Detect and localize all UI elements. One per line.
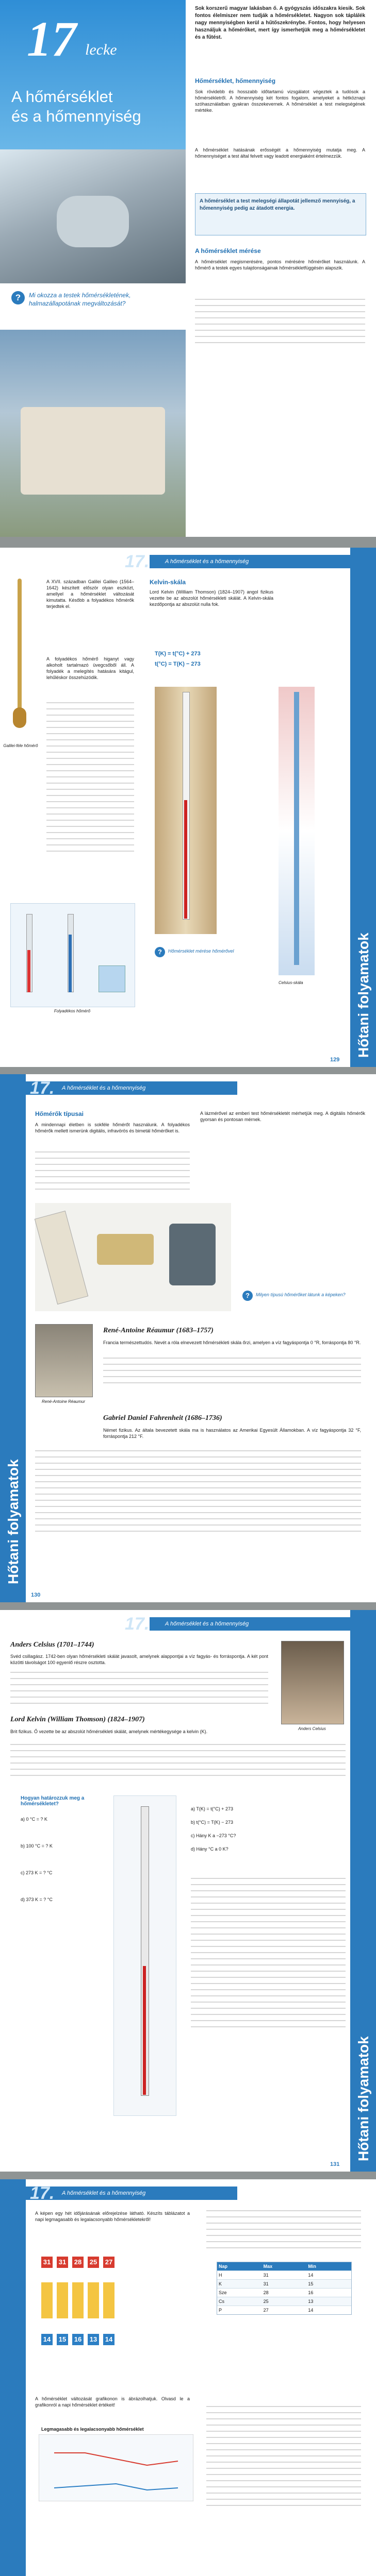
page3-text2: A lázmérővel az emberi test hőmérsékletét mérhetjük meg. A digitális hőmérők gyorsan és pontosan mérnek. — [200, 1111, 365, 1122]
quiz-thermometers — [113, 1795, 176, 2116]
reaumur-portrait — [35, 1324, 93, 1397]
page3-header-num: 17. — [30, 1078, 55, 1098]
kelvin-title: Kelvin-skála — [150, 579, 186, 586]
page3-lines — [35, 1151, 190, 1193]
formula-2: t(°C) = T(K) − 273 — [155, 661, 201, 667]
page5-task2: A hőmérséklet változását grafikonon is ábrázolhatjuk. Olvasd le a grafikonról a napi hőmérséklet értékeit! — [35, 2396, 190, 2408]
section1-text: Sok rövidebb és hosszabb időtartamú vizsgálatot végeztek a tudósok a hőmérsékletről. A hőmennyiség két fontos fogalom, amelyeket a hétköznapi szóhasználatban gyakran összekevernek. A hőmérséklet a test melegségének mértéke. — [195, 89, 365, 113]
formula-1: T(K) = t(°C) + 273 — [155, 651, 201, 657]
bold-note: A hőmérséklet a test melegségi állapotát jellemző mennyiség, a hőmennyiség pedig az átadott energia. — [200, 198, 355, 211]
page2-question: Hőmérséklet mérése hőmérővel — [168, 948, 234, 954]
lesson-title-2: és a hőmennyiség — [11, 107, 141, 125]
quiz2-list — [191, 1806, 346, 1852]
page4-header — [125, 1614, 376, 1634]
page5-header-title: A hőmérséklet és a hőmennyiség — [62, 2190, 146, 2196]
liquid-thermometers — [10, 903, 135, 1007]
page3-question-icon: ? — [242, 1291, 253, 1301]
table-cell: 28 — [263, 2290, 269, 2295]
kelvin-bio-title: Lord Kelvin (William Thomson) (1824–1907) — [10, 1716, 145, 1723]
bold-note-box — [195, 193, 366, 235]
table-cell: H — [219, 2273, 222, 2278]
page5-right-lines — [206, 2210, 361, 2251]
page2-col1-text2: A folyadékos hőmérő higanyt vagy alkoholt tartalmazó üvegcsőből áll. A folyadék a melegítés hatására kitágul, lehűléskor összehúzódik. — [46, 656, 134, 680]
page2-header-num: 17. — [125, 552, 150, 571]
reaumur-title: René-Antoine Réaumur (1683–1757) — [103, 1327, 214, 1334]
weather-icons-row — [41, 2282, 119, 2318]
table-row — [217, 2306, 351, 2314]
page3-side-label: Hőtani folyamatok — [5, 1459, 21, 1584]
kelvin-scale-graphic — [279, 687, 315, 975]
fahrenheit-title: Gabriel Daniel Fahrenheit (1686–1736) — [103, 1414, 222, 1422]
table-cell: 31 — [263, 2281, 269, 2286]
quiz-item-b: b) 100 °C = ? K — [21, 1843, 53, 1849]
table-row — [217, 2270, 351, 2279]
lesson-word: lecke — [85, 41, 117, 58]
table-cell: K — [219, 2281, 222, 2286]
celsius-portrait — [281, 1641, 344, 1724]
forecast-table — [217, 2262, 352, 2315]
kelvin-text: Lord Kelvin (William Thomson) (1824–1907) angol fizikus vezette be az abszolút hőmérsékleti skálát. A Kelvin-skála kezdőpontja az abszolút nulla fok. — [150, 589, 273, 607]
lesson-title-1: A hőmérséklet — [11, 88, 113, 106]
table-cell: 25 — [263, 2299, 269, 2304]
th-max: Max — [263, 2264, 273, 2269]
tile-red-5: 27 — [103, 2257, 115, 2268]
page3-number: 130 — [31, 1592, 41, 1598]
page4-sideband — [350, 1610, 376, 2172]
temperature-chart — [39, 2434, 193, 2501]
tile-blue-2: 15 — [57, 2334, 68, 2345]
page3-header — [0, 1078, 237, 1098]
page-3 — [0, 1074, 376, 1602]
reaumur-lines — [103, 1358, 361, 1388]
page2-side-label: Hőtani folyamatok — [355, 933, 371, 1058]
quiz-item-c: c) 273 K = ? °C — [21, 1870, 53, 1875]
col1-lines — [46, 702, 134, 857]
section1-title: Hőmérséklet, hőmennyiség — [195, 77, 276, 84]
th-min: Min — [308, 2264, 316, 2269]
page-2 — [0, 548, 376, 1067]
fahrenheit-text: Német fizikus. Az általa bevezetett skála ma is használatos az Amerikai Egyesült Államokban. A víz fagyáspontja 32 °F, forráspontja 212 °F. — [103, 1428, 361, 1439]
galilei-thermometer — [13, 579, 26, 733]
quiz2-item-c: c) Hány K a −273 °C? — [191, 1833, 236, 1838]
celsius-lines — [10, 1672, 268, 1708]
table-cell: Sze — [219, 2290, 227, 2295]
page5-bottom-lines — [206, 2406, 361, 2509]
page2-number: 129 — [330, 1057, 340, 1063]
table-cell: 27 — [263, 2308, 269, 2313]
table-row — [217, 2297, 351, 2306]
page2-sideband — [350, 548, 376, 1067]
chart-title: Legmagasabb és legalacsonyabb hőmérséklet — [41, 2427, 144, 2432]
table-cell: 15 — [308, 2281, 314, 2286]
celsius-title: Anders Celsius (1701–1744) — [10, 1641, 94, 1649]
tile-red-3: 28 — [72, 2257, 84, 2268]
caption-liquid: Folyadékos hőmérő — [54, 1009, 91, 1013]
page3-header-title: A hőmérséklet és a hőmennyiség — [62, 1085, 146, 1091]
tile-blue-3: 16 — [72, 2334, 84, 2345]
page5-header-num: 17. — [30, 2183, 55, 2203]
page-1 — [0, 0, 376, 537]
page3-section-title: Hőmérők típusai — [35, 1110, 84, 1117]
section2-text: A hőmérséklet hatásának erősségét a hőmennyiség mutatja meg. A hőmennyiséget a test által felvett vagy leadott energiaként értelmezzük. — [195, 147, 365, 159]
quiz2-item-b: b) t(°C) = T(K) − 273 — [191, 1820, 233, 1825]
table-row — [217, 2279, 351, 2288]
page2-col1-text: A XVII. században Galilei Galileo (1564–1642) készített először olyan eszközt, amellyel a hőmérséklet változását kimutatta. Később a folyadékos hőmérők terjedtek el. — [46, 579, 134, 609]
page5-sideband — [0, 2179, 26, 2576]
section3-text: A hőmérséklet megismerésére, pontos mérésére hőmérőket használunk. A hőmérő a testek egyes tulajdonságainak hőmérsékletfüggésén alapszik. — [195, 259, 365, 270]
quiz-title: Hogyan határozzuk meg a hőmérsékletet? — [21, 1795, 85, 1807]
page-4 — [0, 1610, 376, 2172]
page4-header-title: A hőmérséklet és a hőmennyiség — [165, 1621, 249, 1627]
lesson-question-icon: ? — [11, 291, 25, 304]
bottom-photo — [0, 330, 186, 537]
intro-text: Sok korszerű magyar lakásban ő. A gyógyszás időszakra kiesik. Sok fontos élelmiszer nem tudják a hőmérsékletet. Nagyon sok táplálék nagy mennyiségben kerül a hűtőszekrénybe. Fontos, hogy helyesen használjuk a hőmérőket, mert így ismerhetjük meg a hőmérsékletet és a fűtést. — [195, 6, 365, 40]
tile-red-4: 25 — [88, 2257, 99, 2268]
quiz2-lines — [191, 1878, 346, 2032]
celsius-text: Svéd csillagász. 1742-ben olyan hőmérsékleti skálát javasolt, amelynek alappontjai a víz fagyás- és forráspontja. A két pont közötti távolságot 100 egyenlő részre osztotta. — [10, 1654, 268, 1665]
kelvin-bio-text: Brit fizikus. Ő vezette be az abszolút hőmérsékleti skálát, amelynek mértékegysége a kelvin (K). — [10, 1729, 208, 1734]
table-cell: 14 — [308, 2273, 314, 2278]
reaumur-text: Francia természettudós. Nevét a róla elnevezett hőmérsékleti skála őrzi, amelyen a víz fagyáspontja 0 °R, forráspontja 80 °R. — [103, 1340, 361, 1345]
table-row — [217, 2288, 351, 2297]
kelvin-lines — [10, 1744, 346, 1780]
table-cell: 16 — [308, 2290, 314, 2295]
table-cell: 31 — [263, 2273, 269, 2278]
lesson-photo — [0, 149, 186, 283]
tile-red-1: 31 — [41, 2257, 53, 2268]
tile-red-2: 31 — [57, 2257, 68, 2268]
table-cell: Cs — [219, 2299, 224, 2304]
text-lines — [195, 299, 365, 345]
title-panel — [0, 0, 186, 149]
page3-sideband — [0, 1074, 26, 1602]
quiz-item-d: d) 373 K = ? °C — [21, 1897, 53, 1902]
page3-text1: A mindennapi életben is sokféle hőmérőt használunk. A folyadékos hőmérők mellett ismerünk digitális, infravörös és bimetál hőmérőket is. — [35, 1122, 190, 1133]
page4-side-label: Hőtani folyamatok — [355, 2036, 371, 2161]
reaumur-caption: René-Antoine Réaumur — [41, 1399, 86, 1404]
tile-blue-5: 14 — [103, 2334, 115, 2345]
th-day: Nap — [219, 2264, 228, 2269]
page2-question-icon: ? — [155, 947, 165, 957]
page5-header — [0, 2183, 237, 2203]
page5-task1: A képen egy hét időjárásának előrejelzése látható. Készíts táblázatot a napi legmagasabb és legalacsonyabb hőmérsékletekről! — [35, 2211, 190, 2222]
table-cell: 14 — [308, 2308, 314, 2313]
table-cell: P — [219, 2308, 222, 2313]
weather-tiles-blue — [41, 2334, 144, 2347]
page2-header-title: A hőmérséklet és a hőmennyiség — [165, 558, 249, 565]
caption-galilei: Galilei-féle hőmérő — [3, 743, 38, 748]
weather-tiles-red — [41, 2257, 144, 2270]
lesson-number: 17 — [27, 11, 76, 66]
tile-blue-4: 13 — [88, 2334, 99, 2345]
thermometer-photos — [35, 1203, 231, 1311]
caption-celsius: Celsius-skála — [279, 980, 303, 985]
quiz2-item-d: d) Hány °C a 0 K? — [191, 1846, 228, 1852]
page4-number: 131 — [330, 2161, 340, 2167]
table-header — [217, 2262, 351, 2270]
page2-header — [125, 552, 376, 571]
fahrenheit-lines — [35, 1450, 361, 1533]
celsius-scale-photo — [155, 687, 217, 934]
quiz-item-a: a) 0 °C = ? K — [21, 1817, 47, 1822]
page3-question: Milyen típusú hőmérőket látunk a képeken? — [256, 1292, 346, 1297]
quiz-list — [21, 1816, 103, 1903]
quiz2-item-a: a) T(K) = t(°C) + 273 — [191, 1806, 233, 1811]
table-cell: 13 — [308, 2299, 314, 2304]
lesson-question: Mi okozza a testek hőmérsékletének, halmazállapotának megváltozását? — [29, 292, 131, 307]
tile-blue-1: 14 — [41, 2334, 53, 2345]
celsius-caption: Anders Celsius — [298, 1726, 326, 1731]
page-5 — [0, 2179, 376, 2576]
section3-title: A hőmérséklet mérése — [195, 247, 261, 255]
page4-header-num: 17. — [125, 1614, 150, 1634]
